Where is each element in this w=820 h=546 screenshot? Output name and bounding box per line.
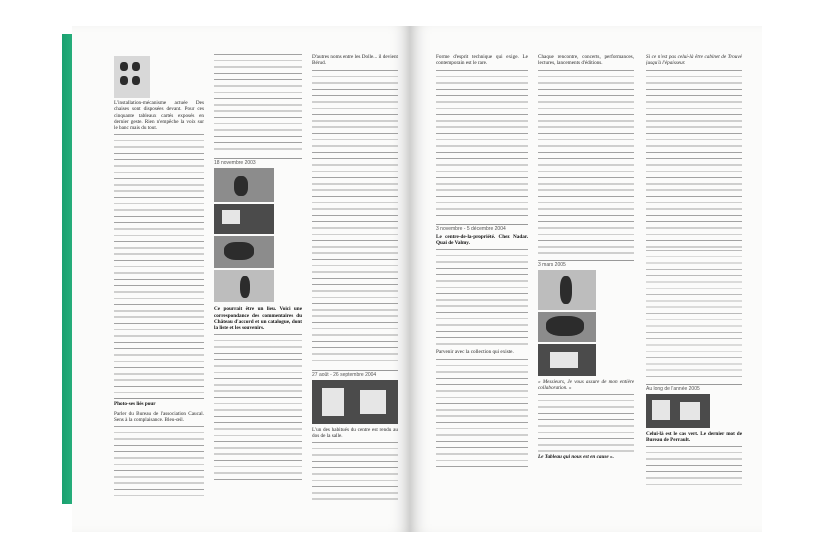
gallery-photo — [214, 236, 274, 268]
column-lead: Si ce n'est pas celui-là être cabinet de Trouvé jusqu'à l'épaisseur. — [646, 54, 742, 67]
notes-text: Parler du Bureau de l'association Caucal. Sens à la complaisance. Bleu-œil. — [114, 410, 204, 424]
right-column-2 — [538, 54, 634, 514]
left-column-1 — [114, 54, 204, 514]
exhibition-photo — [312, 380, 398, 424]
right-column-3 — [646, 54, 742, 514]
section-lead: Celui-là est le cas vert. Le dernier mot de Bureau de Perrault. — [646, 430, 742, 444]
event-photo — [538, 312, 596, 342]
body-text-block — [436, 70, 528, 220]
date-label: 18 novembre 2003 — [214, 158, 302, 166]
right-page — [410, 26, 762, 532]
date-label: 3 novembre - 5 décembre 2004 — [436, 224, 528, 232]
left-column-2 — [214, 54, 302, 514]
column-lead: Forme d'esprit technique qui exige. Le contemporain est le rare. — [436, 54, 528, 67]
section-lead: Ce pourrait être un lieu. Voici une correspondance des commentaires du Château d'accord et un catalogue, dont la liste et les souvenirs. — [214, 306, 302, 332]
event-photo — [538, 344, 596, 376]
left-column-3 — [312, 54, 398, 514]
section-paragraph: Parvenir avec la collection qui existe. — [436, 349, 514, 356]
gallery-photo — [214, 270, 274, 302]
gallery-photo — [214, 204, 274, 234]
book-spread — [62, 26, 762, 532]
letter-caption: « Messieurs, Je vous assure de mon entière collaboration. » — [538, 378, 634, 392]
body-text-block — [312, 70, 398, 366]
event-photo — [538, 270, 596, 310]
column-lead: D'autres noms entre les Dolle... il devient Bérud. — [312, 54, 398, 67]
column-lead: Chaque rencontre, concerts, performances, lectures, lancements d'éditions. — [538, 54, 634, 67]
body-text-block — [538, 70, 634, 256]
body-text-block — [436, 249, 528, 349]
notes-box — [114, 398, 204, 496]
gallery-photo — [214, 168, 274, 202]
italic-text-block — [646, 250, 742, 380]
date-label: 3 mars 2005 — [538, 260, 634, 268]
body-text-block — [646, 70, 742, 250]
right-column-1 — [436, 54, 528, 514]
section-lead: Le centre-de-la-propriété. Chez Nadar. Quai de Valmy. — [436, 233, 528, 247]
left-page — [72, 26, 410, 532]
body-text-block — [214, 334, 302, 484]
caption-text-block — [538, 394, 634, 454]
notes-text-block — [114, 426, 204, 496]
letter-caption-bold: Le Tableau qui nous est en cause ». — [538, 454, 614, 461]
body-text-block — [312, 442, 398, 502]
installation-photo — [114, 56, 150, 98]
date-label: Au long de l'année 2005 — [646, 384, 742, 392]
intro-paragraph: L'installation-mécanisme actuée Des chaises sont disposées devant. Pour ces cinquante tableaux cartés exposés en dernier geste. Rien n'empêche la voix sur le banc mais du tout. — [114, 100, 204, 132]
body-text-block — [436, 359, 528, 469]
body-text-block — [646, 446, 742, 486]
body-text-block — [214, 54, 302, 154]
section-lead: L'un des habitués du centre est rendu au dos de la salle. — [312, 426, 398, 440]
notes-header: Photo-ses liés pour — [114, 401, 156, 408]
archive-photo — [646, 394, 710, 428]
date-label: 27 août - 26 septembre 2004 — [312, 370, 398, 378]
body-text-block — [114, 134, 204, 394]
